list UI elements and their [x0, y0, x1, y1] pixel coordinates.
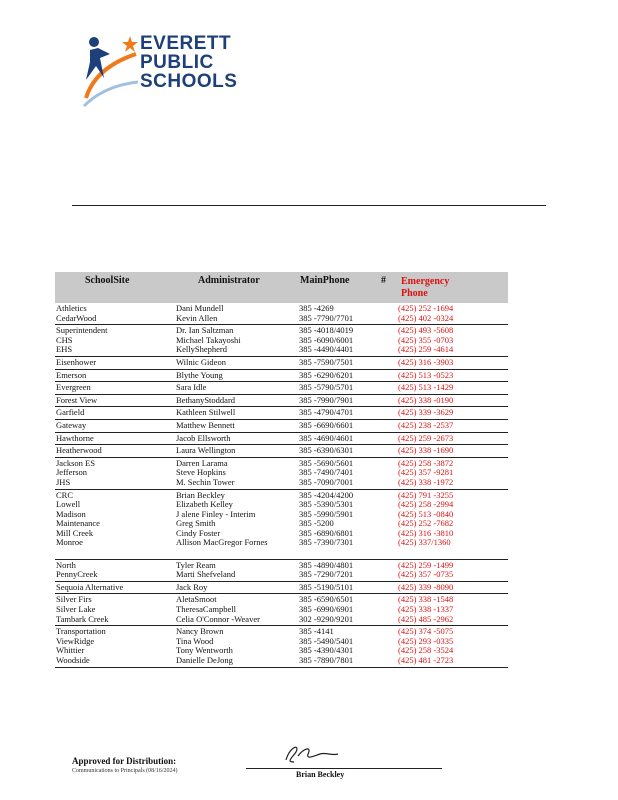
- cell-administrator: Michael Takayoshi: [176, 334, 241, 345]
- cell-school-site: CedarWood: [56, 312, 97, 323]
- cell-main-phone: 385 -7390/7301: [299, 537, 354, 548]
- cell-school-site: Tambark Creek: [56, 613, 109, 624]
- cell-main-phone: 385 -7990/7901: [299, 394, 354, 405]
- cell-main-phone: 385 -7890/7801: [299, 655, 354, 665]
- cell-administrator: Tony Wentworth: [176, 645, 233, 656]
- cell-emergency-phone: (425) 339 -3629: [398, 407, 454, 418]
- cell-school-site: Gateway: [56, 419, 87, 430]
- header-emergency-phone: Emergency Phone: [401, 276, 450, 299]
- cell-administrator: Darren Larama: [176, 457, 228, 468]
- cell-administrator: KellyShepherd: [176, 344, 227, 355]
- cell-school-site: Superintendent: [56, 325, 108, 336]
- cell-main-phone: 385 -4490/4401: [299, 344, 354, 355]
- table-row: [55, 446, 508, 456]
- table-row: [55, 656, 508, 666]
- table-group: [55, 582, 508, 595]
- table-row: [55, 538, 508, 557]
- cell-emergency-phone: (425) 338 -0190: [398, 394, 454, 405]
- table-row: [55, 383, 508, 393]
- cell-administrator: Kathleen Stilwell: [176, 407, 236, 418]
- table-row: [55, 434, 508, 444]
- cell-administrator: Jacob Ellsworth: [176, 432, 231, 443]
- cell-emergency-phone: (425) 316 -3810: [398, 527, 454, 538]
- signature-mark: [282, 742, 352, 768]
- table-group: [55, 395, 508, 408]
- cell-main-phone: 385 -7590/7501: [299, 356, 354, 367]
- header-hash: #: [381, 275, 386, 286]
- cell-administrator: Celia O'Connor -Weaver: [176, 613, 260, 624]
- cell-administrator: Matthew Bennett: [176, 419, 235, 430]
- table-row: [55, 570, 508, 580]
- cell-school-site: Garfield: [56, 407, 85, 418]
- cell-main-phone: 385 -6090/6001: [299, 334, 354, 345]
- logo-line-2: PUBLIC: [140, 52, 214, 73]
- cell-emergency-phone: (425) 293 -0335: [398, 635, 454, 646]
- cell-emergency-phone: (425) 238 -2537: [398, 419, 454, 430]
- cell-emergency-phone: (425) 259 -2673: [398, 432, 454, 443]
- cell-school-site: Athletics: [56, 303, 87, 313]
- table-group: [55, 594, 508, 626]
- cell-main-phone: 385 -4690/4601: [299, 432, 354, 443]
- cell-emergency-phone: (425) 338 -1690: [398, 445, 454, 456]
- table-row: [55, 314, 508, 324]
- table-row: [55, 345, 508, 355]
- cell-school-site: Whittier: [56, 645, 85, 656]
- cell-administrator: Wilnic Gideon: [176, 356, 226, 367]
- cell-emergency-phone: (425) 252 -1694: [398, 303, 454, 313]
- cell-emergency-phone: (425) 338 -1337: [398, 604, 454, 615]
- cell-main-phone: 385 -6990/6901: [299, 604, 354, 615]
- cell-administrator: Blythe Young: [176, 369, 223, 380]
- cell-school-site: Silver Firs: [56, 594, 92, 605]
- cell-emergency-phone: (425) 337/1360: [398, 537, 451, 548]
- horizontal-rule: [72, 205, 546, 206]
- cell-emergency-phone: (425) 258 -3524: [398, 645, 454, 656]
- cell-emergency-phone: (425) 339 -8090: [398, 581, 454, 592]
- cell-administrator: Dr. Ian Saltzman: [176, 325, 234, 336]
- cell-main-phone: 385 -7790/7701: [299, 312, 354, 323]
- cell-main-phone: 385 -6290/6201: [299, 369, 354, 380]
- cell-school-site: Jackson ES: [56, 457, 95, 468]
- cell-school-site: ViewRidge: [56, 635, 95, 646]
- cell-main-phone: 385 -4141: [299, 626, 334, 637]
- cell-administrator: Kevin Allen: [176, 312, 218, 323]
- cell-administrator: Steve Hopkins: [176, 467, 226, 478]
- cell-emergency-phone: (425) 374 -5075: [398, 626, 454, 637]
- cell-administrator: Dani Mundell: [176, 303, 224, 313]
- header-administrator: Administrator: [198, 275, 260, 286]
- cell-administrator: Tyler Ream: [176, 559, 216, 570]
- cell-emergency-phone: (425) 258 -2994: [398, 499, 454, 510]
- cell-school-site: Silver Lake: [56, 604, 96, 615]
- cell-administrator: Laura Wellington: [176, 445, 236, 456]
- cell-school-site: Monroe: [56, 537, 83, 548]
- table-group: [55, 357, 508, 370]
- table-group: [55, 458, 508, 490]
- distribution-note: Communications to Principals (08/16/2024): [72, 768, 178, 774]
- cell-administrator: Greg Smith: [176, 518, 216, 529]
- cell-administrator: Brian Beckley: [176, 489, 225, 500]
- logo-line-1: EVERETT: [140, 33, 232, 54]
- logo-line-3: SCHOOLS: [140, 71, 238, 92]
- cell-emergency-phone: (425) 355 -0703: [398, 334, 454, 345]
- cell-main-phone: 385 -5990/5901: [299, 508, 354, 519]
- cell-school-site: Madison: [56, 508, 86, 519]
- cell-emergency-phone: (425) 258 -3872: [398, 457, 454, 468]
- table-group: [55, 420, 508, 433]
- cell-main-phone: 385 -4890/4801: [299, 559, 354, 570]
- cell-emergency-phone: (425) 338 -1548: [398, 594, 454, 605]
- cell-school-site: PennyCreek: [56, 569, 98, 580]
- cell-administrator: Allison MacGregor Fornes: [176, 537, 268, 548]
- cell-main-phone: 385 -7490/7401: [299, 467, 354, 478]
- cell-emergency-phone: (425) 252 -7682: [398, 518, 454, 529]
- cell-school-site: Emerson: [56, 369, 87, 380]
- cell-administrator: Nancy Brown: [176, 626, 224, 637]
- approved-label: Approved for Distribution:: [72, 756, 177, 766]
- cell-emergency-phone: (425) 259 -1499: [398, 559, 454, 570]
- cell-administrator: Elizabeth Kelley: [176, 499, 233, 510]
- table-group: [55, 445, 508, 458]
- cell-administrator: Marti Shefveland: [176, 569, 236, 580]
- cell-main-phone: 385 -5790/5701: [299, 382, 354, 393]
- cell-school-site: Maintenance: [56, 518, 100, 529]
- cell-emergency-phone: (425) 513 -1429: [398, 382, 454, 393]
- cell-emergency-phone: (425) 357 -9281: [398, 467, 454, 478]
- signer-name: Brian Beckley: [296, 770, 345, 779]
- cell-school-site: EHS: [56, 344, 73, 355]
- header-school-site: SchoolSite: [85, 275, 130, 286]
- cell-main-phone: 385 -4269: [299, 303, 334, 313]
- cell-emergency-phone: (425) 485 -2962: [398, 613, 454, 624]
- table-group: [55, 433, 508, 446]
- cell-main-phone: 385 -5200: [299, 518, 334, 529]
- table-row: [55, 358, 508, 368]
- cell-main-phone: 385 -4204/4200: [299, 489, 354, 500]
- table-body: [55, 303, 508, 668]
- cell-emergency-phone: (425) 338 -1972: [398, 476, 454, 487]
- cell-school-site: North: [56, 559, 76, 570]
- header-main-phone: MainPhone: [300, 275, 350, 286]
- table-row: [55, 408, 508, 418]
- district-logo: [80, 32, 260, 114]
- cell-emergency-phone: (425) 513 -0523: [398, 369, 454, 380]
- cell-administrator: Tina Wood: [176, 635, 214, 646]
- cell-main-phone: 385 -6890/6801: [299, 527, 354, 538]
- cell-emergency-phone: (425) 513 -0840: [398, 508, 454, 519]
- cell-main-phone: 385 -6590/6501: [299, 594, 354, 605]
- cell-school-site: Woodside: [56, 655, 90, 665]
- cell-school-site: Forest View: [56, 394, 98, 405]
- cell-main-phone: 385 -6390/6301: [299, 445, 354, 456]
- table-group: [55, 325, 508, 357]
- cell-administrator: J alene Finley - Interim: [176, 508, 256, 519]
- logo-star-figure-icon: [80, 32, 140, 114]
- cell-emergency-phone: (425) 481 -2723: [398, 655, 454, 665]
- cell-school-site: CHS: [56, 334, 73, 345]
- cell-administrator: Danielle DeJong: [176, 655, 233, 665]
- table-row: [55, 583, 508, 593]
- cell-administrator: BethanyStoddard: [176, 394, 236, 405]
- table-row: [55, 371, 508, 381]
- cell-school-site: Sequoia Alternative: [56, 581, 124, 592]
- cell-school-site: Jefferson: [56, 467, 87, 478]
- cell-administrator: M. Sechin Tower: [176, 476, 235, 487]
- cell-administrator: Sara Idle: [176, 382, 207, 393]
- cell-emergency-phone: (425) 259 -4614: [398, 344, 454, 355]
- cell-school-site: Hawthorne: [56, 432, 94, 443]
- cell-administrator: AletaSmoot: [176, 594, 217, 605]
- table-header: [55, 272, 508, 303]
- cell-main-phone: 385 -5190/5101: [299, 581, 354, 592]
- cell-school-site: Lowell: [56, 499, 81, 510]
- table-row: [55, 615, 508, 625]
- cell-emergency-phone: (425) 357 -0735: [398, 569, 454, 580]
- cell-school-site: Heatherwood: [56, 445, 102, 456]
- table-group: [55, 490, 508, 560]
- cell-main-phone: 385 -4390/4301: [299, 645, 354, 656]
- table-group: [55, 370, 508, 383]
- cell-administrator: TheresaCampbell: [176, 604, 236, 615]
- cell-main-phone: 385 -6690/6601: [299, 419, 354, 430]
- cell-main-phone: 302 -9290/9201: [299, 613, 354, 624]
- table-group: [55, 560, 508, 582]
- cell-administrator: Cindy Foster: [176, 527, 221, 538]
- cell-school-site: CRC: [56, 489, 74, 500]
- cell-emergency-phone: (425) 402 -0324: [398, 312, 454, 323]
- table-group: [55, 303, 508, 325]
- table-group: [55, 407, 508, 420]
- cell-main-phone: 385 -4790/4701: [299, 407, 354, 418]
- table-group: [55, 626, 508, 667]
- cell-emergency-phone: (425) 791 -3255: [398, 489, 454, 500]
- signature-line: [246, 768, 442, 769]
- cell-main-phone: 385 -5490/5401: [299, 635, 354, 646]
- cell-school-site: Transportation: [56, 626, 106, 637]
- cell-main-phone: 385 -7090/7001: [299, 476, 354, 487]
- table-row: [55, 396, 508, 406]
- cell-school-site: JHS: [56, 476, 71, 487]
- cell-school-site: Eisenhower: [56, 356, 97, 367]
- cell-school-site: Evergreen: [56, 382, 91, 393]
- table-group: [55, 382, 508, 395]
- cell-school-site: Mill Creek: [56, 527, 94, 538]
- contact-table: [55, 272, 508, 668]
- cell-main-phone: 385 -4018/4019: [299, 325, 354, 336]
- cell-main-phone: 385 -5390/5301: [299, 499, 354, 510]
- cell-emergency-phone: (425) 316 -3903: [398, 356, 454, 367]
- table-row: [55, 421, 508, 431]
- cell-emergency-phone: (425) 493 -5608: [398, 325, 454, 336]
- cell-administrator: Jack Roy: [176, 581, 208, 592]
- table-row: [55, 478, 508, 488]
- cell-main-phone: 385 -5690/5601: [299, 457, 354, 468]
- cell-main-phone: 385 -7290/7201: [299, 569, 354, 580]
